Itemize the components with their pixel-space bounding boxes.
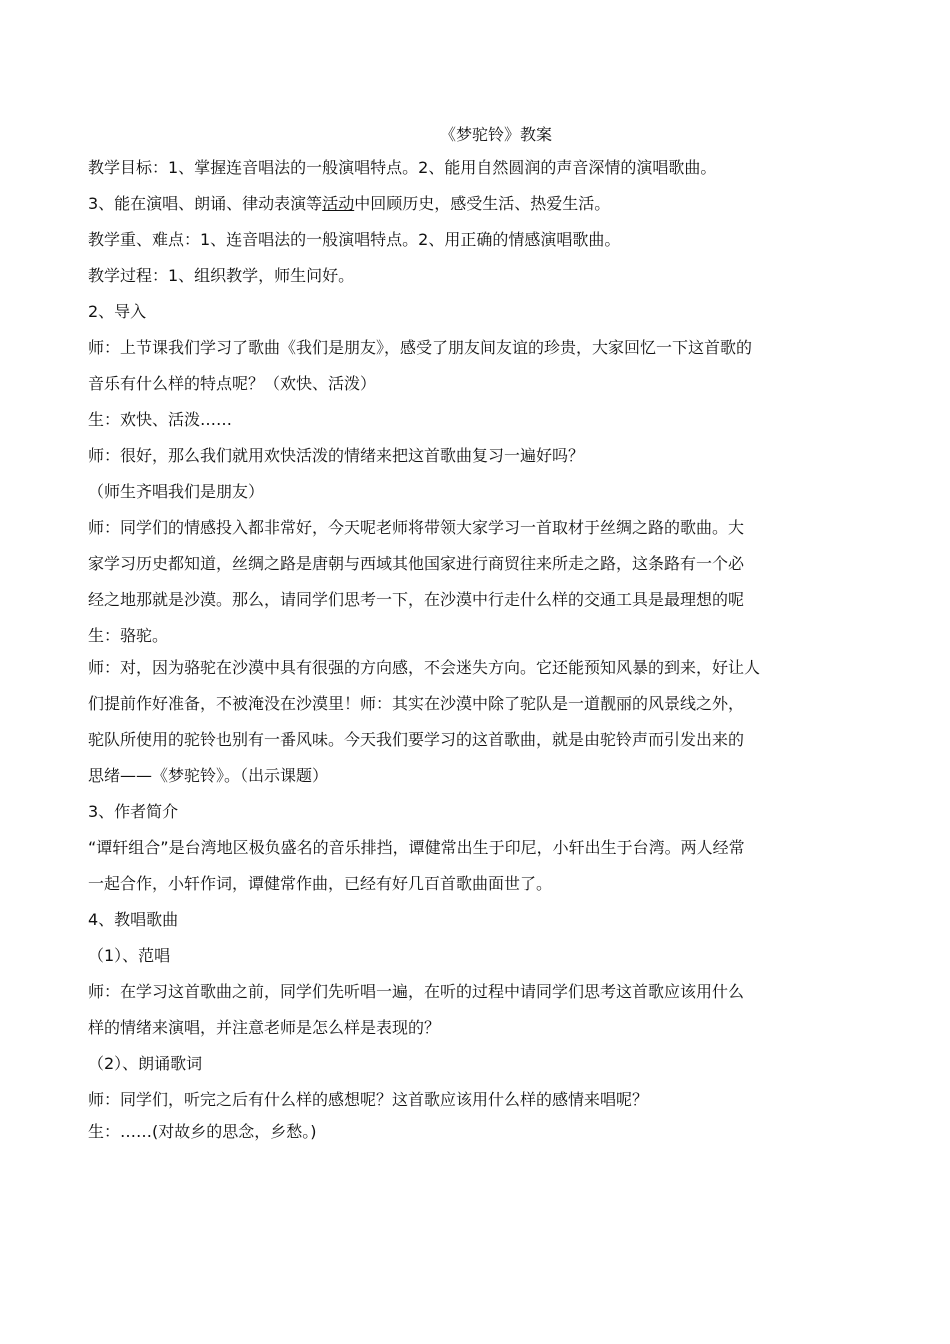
author-line: “谭轩组合”是台湾地区极负盛名的音乐排挡，谭健常出生于印尼，小轩出生于台湾。两人经常 [88,838,745,857]
student-line: 生：……(对故乡的思念，乡愁。) [88,1122,317,1141]
stage-note: （师生齐唱我们是朋友） [88,482,265,501]
document-page [88,123,864,1143]
page-title: 《梦驼铃》教案 [439,125,552,144]
teacher-line: 师：上节课我们学习了歌曲《我们是朋友》，感受了朋友间友谊的珍贵，大家回忆一下这首歌的 [88,338,753,357]
objectives-text-post: 中回顾历史，感受生活、热爱生活。 [354,194,611,213]
section-heading-teach: 4、教唱歌曲 [88,910,179,929]
author-line: 一起合作，小轩作词，谭健常作曲，已经有好几百首歌曲面世了。 [88,874,553,893]
teacher-line: 师：同学们的情感投入都非常好，今天呢老师将带领大家学习一首取材于丝绸之路的歌曲。大 [88,518,745,537]
section-heading-intro: 2、导入 [88,302,147,321]
objectives-line-1: 教学目标：1、掌握连音唱法的一般演唱特点。2、能用自然圆润的声音深情的演唱歌曲。 [88,158,717,177]
sub-heading-demo: （1）、范唱 [88,946,171,965]
teacher-line: 驼队所使用的驼铃也别有一番风味。今天我们要学习的这首歌曲，就是由驼铃声而引发出来的 [88,730,745,749]
teacher-line: 样的情绪来演唱，并注意老师是怎么样是表现的？ [88,1018,441,1037]
teacher-line: 师：在学习这首歌曲之前，同学们先听唱一遍，在听的过程中请同学们思考这首歌应该用什么 [88,982,745,1001]
teacher-line: 经之地那就是沙漠。那么，请同学们思考一下，在沙漠中行走什么样的交通工具是最理想的呢 [88,590,745,609]
objectives-line-2 [88,193,864,215]
sub-heading-recite: （2）、朗诵歌词 [88,1054,203,1073]
teacher-line: 师：同学们，听完之后有什么样的感想呢？这首歌应该用什么样的感情来唱呢？ [88,1090,649,1109]
teacher-line: 师：对，因为骆驼在沙漠中具有很强的方向感，不会迷失方向。它还能预知风暴的到来，好让人 [88,658,761,677]
teacher-line: 们提前作好准备，不被淹没在沙漠里！师：其实在沙漠中除了驼队是一道靓丽的风景线之外， [88,694,745,713]
section-heading-author: 3、作者简介 [88,802,179,821]
teacher-line: 师：很好，那么我们就用欢快活泼的情绪来把这首歌曲复习一遍好吗？ [88,446,585,465]
key-points-line: 教学重、难点：1、连音唱法的一般演唱特点。2、用正确的情感演唱歌曲。 [88,230,621,249]
teacher-line: 思绪——《梦驼铃》。（出示课题） [88,766,329,785]
student-line: 生：欢快、活泼…… [88,410,233,429]
objectives-text-pre: 3、能在演唱、朗诵、律动表演等 [88,194,323,213]
teacher-line: 音乐有什么样的特点呢？（欢快、活泼） [88,374,377,393]
student-line: 生：骆驼。 [88,626,169,645]
objectives-underlined-word: 活动 [322,194,355,213]
teacher-line: 家学习历史都知道，丝绸之路是唐朝与西域其他国家进行商贸往来所走之路，这条路有一个必 [88,554,745,573]
process-line: 教学过程：1、组织教学，师生问好。 [88,266,355,285]
